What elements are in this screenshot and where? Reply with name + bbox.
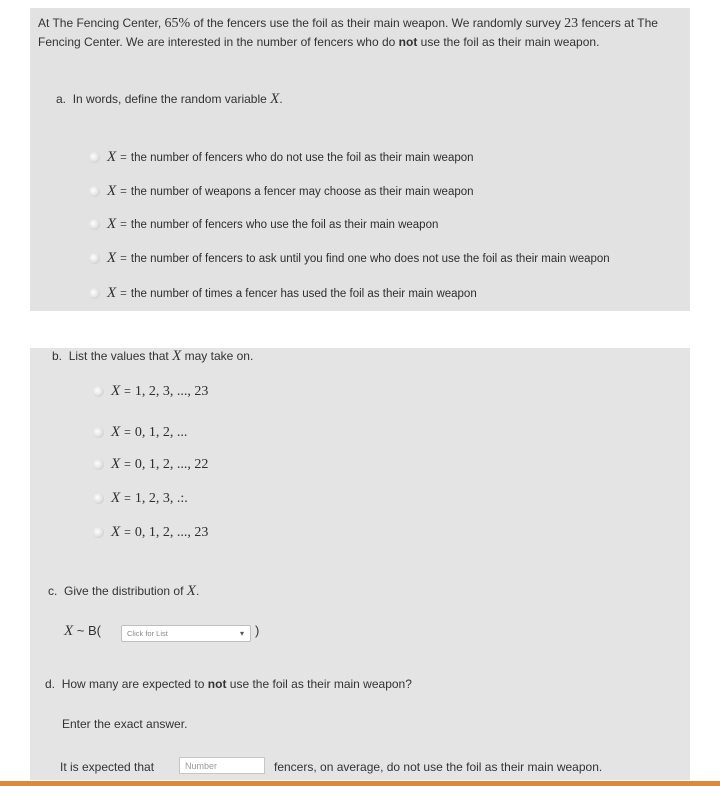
radio-button[interactable] (93, 386, 104, 397)
radio-button[interactable] (93, 527, 104, 538)
answer-prefix: It is expected that (60, 760, 155, 774)
option-b-2[interactable]: X = 0, 1, 2, ... (93, 424, 187, 441)
radio-button[interactable] (93, 493, 104, 504)
radio-button[interactable] (89, 288, 100, 299)
question-panel-bottom (30, 348, 690, 780)
problem-statement: At The Fencing Center, 65% of the fencers use the foil as their main weapon. We randomly survey 23 fencers at The Fencing Center. We are interested in the number of fencers who do not use the foil as their main weapon. (38, 16, 658, 49)
radio-button[interactable] (93, 459, 104, 470)
question-a-label: a. In words, define the random variable X. (56, 91, 283, 107)
radio-button[interactable] (89, 219, 100, 230)
option-b-5[interactable]: X = 0, 1, 2, ..., 23 (93, 524, 208, 541)
option-a-2[interactable]: X = the number of weapons a fencer may choose as their main weapon (89, 183, 474, 200)
bottom-accent-bar (0, 781, 720, 786)
radio-button[interactable] (89, 152, 100, 163)
distribution-expression: X ~ B( (64, 623, 102, 639)
option-b-4[interactable]: X = 1, 2, 3, .:. (93, 490, 188, 507)
distribution-close-paren: ) (255, 623, 260, 638)
option-a-3[interactable]: X = the number of fencers who use the foil as their main weapon (89, 216, 438, 233)
question-b-label: b. List the values that X may take on. (52, 348, 254, 364)
question-c-label: c. Give the distribution of X. (48, 583, 200, 599)
option-b-1[interactable]: X = 1, 2, 3, ..., 23 (93, 383, 208, 400)
radio-button[interactable] (89, 186, 100, 197)
expected-value-input[interactable]: Number (179, 757, 265, 774)
distribution-parameter-select[interactable]: Click for List ▾ (121, 625, 251, 642)
answer-suffix: fencers, on average, do not use the foil as their main weapon. (274, 760, 603, 774)
option-a-1[interactable]: X = the number of fencers who do not use the foil as their main weapon (89, 149, 474, 166)
option-a-5[interactable]: X = the number of times a fencer has used the foil as their main weapon (89, 285, 477, 302)
instruction-text: Enter the exact answer. (62, 717, 188, 731)
radio-button[interactable] (93, 427, 104, 438)
question-d-label: d. How many are expected to not use the foil as their main weapon? (45, 677, 412, 691)
radio-button[interactable] (89, 253, 100, 264)
option-a-4[interactable]: X = the number of fencers to ask until you find one who does not use the foil as their main weapon (89, 250, 610, 267)
option-b-3[interactable]: X = 0, 1, 2, ..., 22 (93, 456, 208, 473)
dropdown-arrow-icon: ▾ (239, 629, 244, 638)
